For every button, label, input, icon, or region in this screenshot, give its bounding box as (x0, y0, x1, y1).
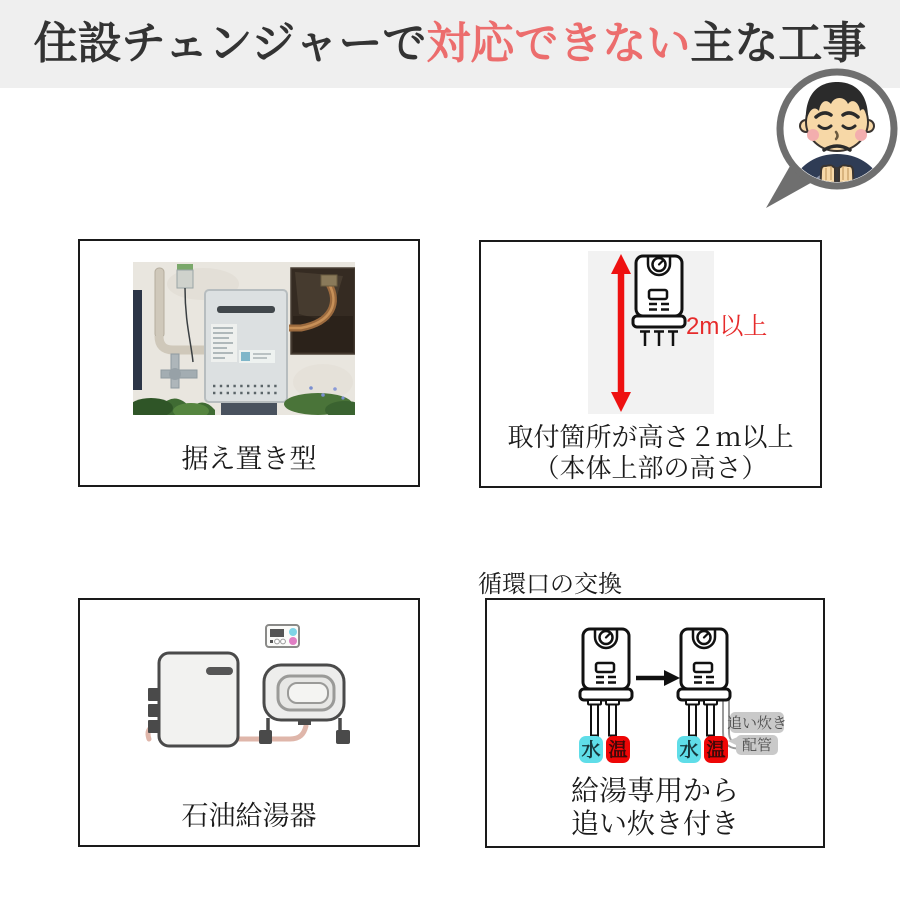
card-mounting-height (479, 240, 822, 488)
card-floor-standing (78, 239, 420, 487)
callout-line2: 配管 (741, 737, 773, 754)
title-part-1: 住設チェンジャーで (33, 19, 427, 68)
card-circulation (485, 598, 825, 848)
remote-control-icon (266, 625, 299, 647)
heater-before-icon (580, 629, 632, 700)
wall-heater-icon (631, 254, 687, 350)
worried-worker-avatar (760, 68, 900, 218)
caption-circulation-line2: 追い炊き付き (570, 808, 739, 839)
caption-mounting-height (481, 422, 820, 484)
cold-water-label: 水 (679, 740, 699, 761)
height-annotation: 2m以上 (686, 313, 768, 340)
caption-circulation (487, 774, 823, 840)
hot-water-label: 温 (706, 740, 726, 761)
callout-line1: 追い炊き (726, 715, 788, 732)
caption-circulation-line1: 給湯専用から (570, 775, 739, 806)
circulation-illustration (487, 600, 823, 768)
card-oil-heater (78, 598, 420, 847)
circulation-label: 循環口の交換 (478, 571, 622, 598)
heater-after-icon (678, 629, 730, 700)
title-part-accent: 対応できない (426, 19, 691, 68)
caption-mounting-height-line2: （本体上部の高さ） (533, 453, 768, 483)
cold-water-label: 水 (581, 740, 601, 761)
caption-mounting-height-line1: 取付箇所が高さ２ｍ以上 (507, 422, 794, 452)
arrow-right-icon (636, 670, 680, 686)
hot-water-label: 温 (608, 740, 628, 761)
oil-heater-illustration (80, 600, 418, 766)
caption-oil-heater: 石油給湯器 (181, 801, 317, 831)
speech-bubble-icon (760, 68, 900, 218)
heater-photo (133, 262, 355, 415)
caption-floor-standing: 据え置き型 (181, 444, 317, 474)
title-part-2: 主な工事 (690, 19, 867, 68)
